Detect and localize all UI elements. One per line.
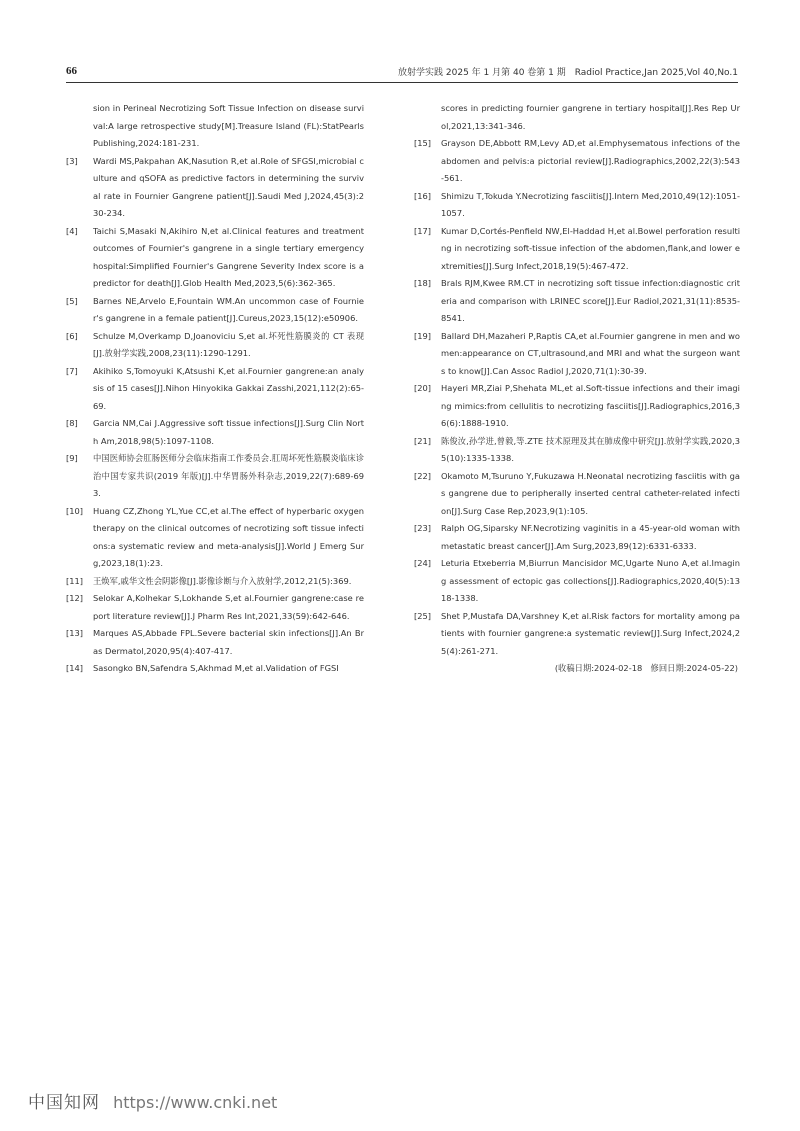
reference-entry bbox=[414, 520, 740, 555]
reference-text: Grayson DE,Abbott RM,Levy AD,et al.Emphysematous infections of the abdomen and pelvis:a pictorial review[J].Radiographics,2002,22(3):543-561. bbox=[441, 138, 740, 183]
reference-entry bbox=[66, 293, 364, 328]
watermark-url: https://www.cnki.net bbox=[113, 1093, 278, 1112]
reference-text: scores in predicting fournier gangrene in tertiary hospital[J].Res Rep Urol,2021,13:341-346. bbox=[441, 103, 740, 131]
reference-entry bbox=[414, 100, 740, 135]
reference-text: Taichi S,Masaki N,Akihiro N,et al.Clinical features and treatment outcomes of Fournier's gangrene in a single tertiary emergency hospital:Simplified Fournier's Gangrene Severity Index score is a predictor for death[J].Glob Health Med,2023,5(6):362-365. bbox=[93, 225, 364, 288]
reference-text: Akihiko S,Tomoyuki K,Atsushi K,et al.Fournier gangrene:an analysis of 15 cases[J].Nihon Hinyokika Gakkai Zasshi,2021,112(2):65-69. bbox=[93, 365, 364, 411]
reference-entry bbox=[66, 100, 364, 153]
reference-text: Sasongko BN,Safendra S,Akhmad M,et al.Validation of FGSI bbox=[93, 663, 339, 673]
reference-number: [8] bbox=[66, 418, 78, 428]
page-number: 66 bbox=[66, 65, 77, 77]
reference-entry bbox=[414, 135, 740, 188]
reference-entry bbox=[66, 328, 364, 363]
reference-number: [18] bbox=[414, 278, 432, 288]
reference-number: [21] bbox=[414, 435, 432, 446]
reference-text: Kumar D,Cortés-Penfield NW,El-Haddad H,et al.Bowel perforation resulting in necrotizing soft-tissue infection of the abdomen,flank,and lower extremities[J].Surg Infect,2018,19(5):467-472. bbox=[441, 225, 740, 271]
reference-number: [9] bbox=[66, 453, 78, 463]
reference-text: Garcia NM,Cai J.Aggressive soft tissue infections[J].Surg Clin North Am,2018,98(5):1097-1108. bbox=[93, 418, 364, 446]
reference-text: Marques AS,Abbade FPL.Severe bacterial skin infections[J].An Bras Dermatol,2020,95(4):407-417. bbox=[93, 628, 364, 656]
reference-text: 中国医师协会肛肠医师分会临床指南工作委员会.肛周坏死性筋膜炎临床诊治中国专家共识(2019 年版)[J].中华胃肠外科杂志,2019,22(7):689-693. bbox=[93, 453, 364, 498]
reference-number: [19] bbox=[414, 330, 432, 341]
page-header bbox=[66, 62, 738, 83]
reference-text: Schulze M,Overkamp D,Joanoviciu S,et al.坏死性筋膜炎的 CT 表现[J].放射学实践,2008,23(11):1290-1291. bbox=[93, 330, 364, 358]
reference-entry bbox=[414, 608, 740, 661]
reference-entry bbox=[66, 503, 364, 573]
reference-entry bbox=[414, 188, 740, 223]
references-left-column bbox=[66, 100, 364, 678]
reference-entry bbox=[414, 433, 740, 468]
reference-entry bbox=[66, 625, 364, 660]
reference-number: [3] bbox=[66, 155, 78, 166]
reference-text: Hayeri MR,Ziai P,Shehata ML,et al.Soft-tissue infections and their imaging mimics:from cellulitis to necrotizing fasciitis[J].Radiographics,2016,36(6):1888-1910. bbox=[441, 383, 740, 428]
reference-entry bbox=[414, 380, 740, 433]
reference-text: Wardi MS,Pakpahan AK,Nasution R,et al.Role of SFGSI,microbial culture and qSOFA as predictive factors in determining the survival rate in Fournier Gangrene patient[J].Saudi Med J,2024,45(3):230-234. bbox=[93, 155, 364, 218]
reference-entry bbox=[414, 468, 740, 521]
received-revised-dates: (收稿日期:2024-02-18 修回日期:2024-05-22) bbox=[554, 663, 738, 673]
reference-number: [12] bbox=[66, 593, 84, 603]
reference-entry bbox=[66, 450, 364, 503]
reference-number: [10] bbox=[66, 505, 84, 516]
reference-number: [15] bbox=[414, 138, 432, 148]
reference-number: [17] bbox=[414, 225, 432, 236]
reference-number: [25] bbox=[414, 610, 432, 621]
reference-entry bbox=[414, 328, 740, 381]
reference-text: Shimizu T,Tokuda Y.Necrotizing fasciitis[J].Intern Med,2010,49(12):1051-1057. bbox=[441, 190, 740, 218]
reference-number: [14] bbox=[66, 663, 84, 673]
reference-entry bbox=[414, 223, 740, 276]
cnki-watermark bbox=[28, 1088, 277, 1112]
watermark-cnki-name: 中国知网 bbox=[28, 1093, 100, 1113]
reference-entry bbox=[66, 415, 364, 450]
reference-number: [22] bbox=[414, 470, 432, 481]
reference-number: [7] bbox=[66, 365, 78, 376]
reference-number: [4] bbox=[66, 225, 78, 236]
reference-entry bbox=[66, 153, 364, 223]
reference-number: [5] bbox=[66, 295, 78, 306]
reference-number: [24] bbox=[414, 558, 432, 568]
reference-text: 王焕军,戚华文性会阴影像[J].影像诊断与介入放射学,2012,21(5):369. bbox=[93, 575, 352, 586]
reference-text: Barnes NE,Arvelo E,Fountain WM.An uncommon case of Fournier's gangrene in a female patient[J].Cureus,2023,15(12):e50906. bbox=[93, 295, 364, 323]
reference-text: Ballard DH,Mazaheri P,Raptis CA,et al.Fournier gangrene in men and women:appearance on CT,ultrasound,and MRI and what the surgeon wants to know[J].Can Assoc Radiol J,2020,71(1):30-39. bbox=[441, 330, 740, 376]
reference-number: [11] bbox=[66, 575, 84, 586]
reference-text: Okamoto M,Tsuruno Y,Fukuzawa H.Neonatal necrotizing fasciitis with gas gangrene due to peripherally inserted central catheter-related infection[J].Surg Case Rep,2023,9(1):105. bbox=[441, 470, 740, 516]
reference-number: [13] bbox=[66, 628, 84, 638]
reference-text: 陈俊汝,孙学进,曾毅,等.ZTE 技术原理及其在肺成像中研究[J].放射学实践,2020,35(10):1335-1338. bbox=[441, 435, 740, 463]
reference-number: [6] bbox=[66, 330, 78, 341]
reference-entry bbox=[66, 363, 364, 416]
reference-entry bbox=[66, 223, 364, 293]
reference-text: Selokar A,Kolhekar S,Lokhande S,et al.Fournier gangrene:case report literature review[J].J Pharm Res Int,2021,33(59):642-646. bbox=[93, 593, 364, 621]
reference-text: sion in Perineal Necrotizing Soft Tissue Infection on disease survival:A large retrospective study[M].Treasure Island (FL):StatPearls Publishing,2024:181-231. bbox=[93, 103, 364, 148]
reference-text: Leturia Etxeberria M,Biurrun Mancisidor MC,Ugarte Nuno A,et al.Imaging assessment of ectopic gas collections[J].Radiographics,2020,40(5):1318-1338. bbox=[441, 558, 740, 603]
reference-text: Brals RJM,Kwee RM.CT in necrotizing soft tissue infection:diagnostic criteria and comparison with LRINEC score[J].Eur Radiol,2021,31(11):8535-8541. bbox=[441, 278, 740, 323]
references-right-column bbox=[414, 100, 740, 678]
reference-entry bbox=[414, 275, 740, 328]
reference-text: Shet P,Mustafa DA,Varshney K,et al.Risk factors for mortality among patients with fournier gangrene:a systematic review[J].Surg Infect,2024,25(4):261-271. bbox=[441, 610, 740, 656]
reference-number: [23] bbox=[414, 523, 432, 533]
reference-text: Ralph OG,Siparsky NF.Necrotizing vaginitis in a 45-year-old woman with metastatic breast cancer[J].Am Surg,2023,89(12):6331-6333. bbox=[441, 523, 740, 551]
reference-entry bbox=[66, 660, 364, 678]
reference-number: [20] bbox=[414, 383, 432, 393]
reference-entry bbox=[414, 555, 740, 608]
reference-entry bbox=[66, 573, 364, 591]
reference-entry bbox=[66, 590, 364, 625]
journal-running-head: 放射学实践 2025 年 1 月第 40 卷第 1 期 Radiol Practice,Jan 2025,Vol 40,No.1 bbox=[398, 68, 738, 78]
reference-text: Huang CZ,Zhong YL,Yue CC,et al.The effect of hyperbaric oxygen therapy on the clinical outcomes of necrotizing soft tissue infections:a systematic review and meta-analysis[J].World J Emerg Surg,2023,18(1):23. bbox=[93, 505, 364, 568]
reference-number: [16] bbox=[414, 190, 432, 201]
